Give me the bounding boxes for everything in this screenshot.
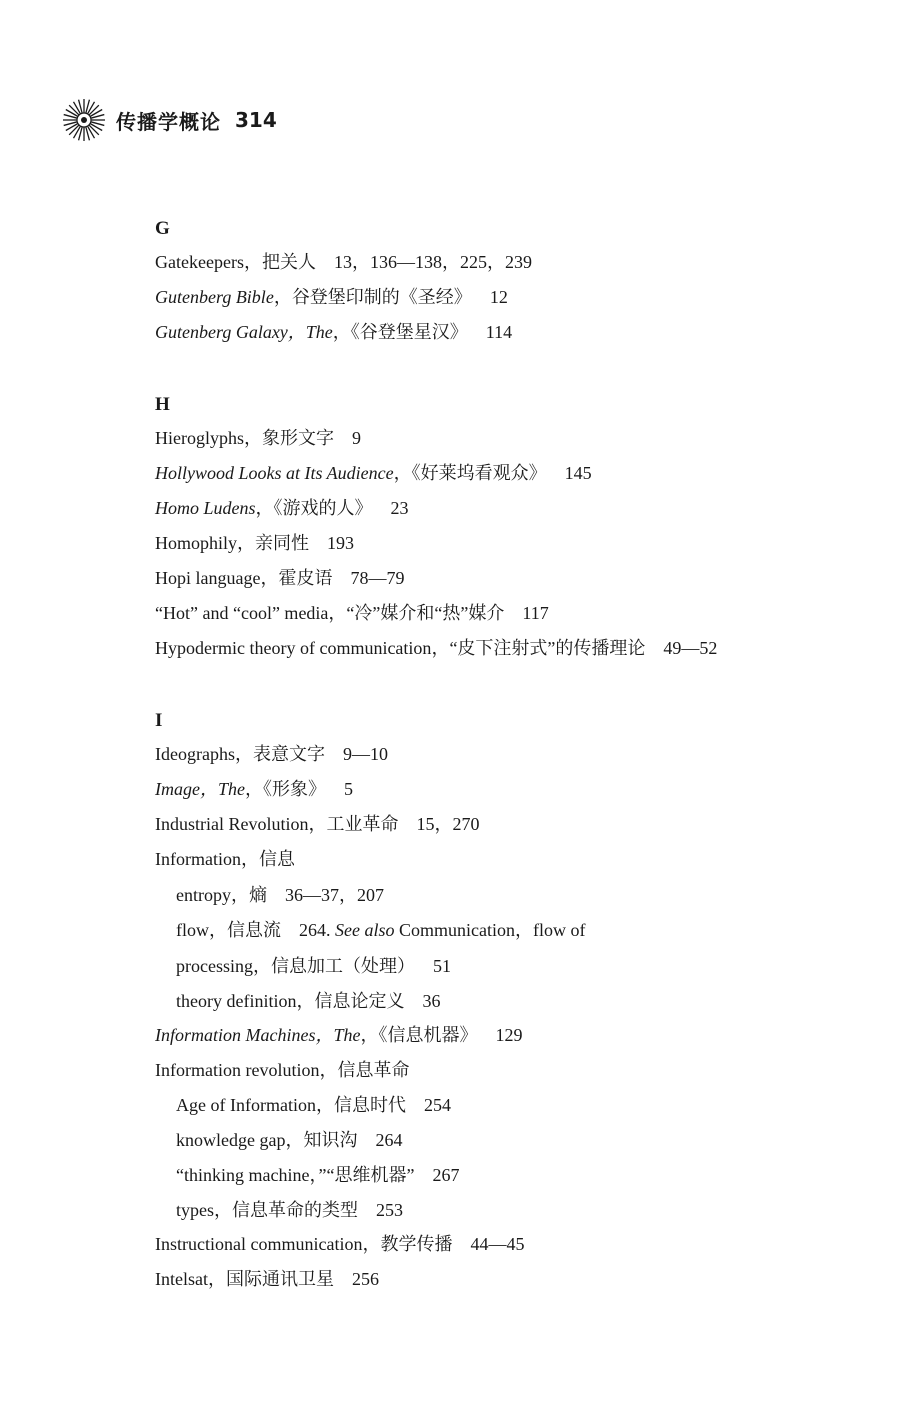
entry-term: Hypodermic theory of communication [155,638,432,658]
index-entry [155,426,361,450]
index-entry [155,1232,524,1256]
entry-pages: 193 [327,533,355,553]
index-subentry [176,989,440,1013]
entry-term: Instructional communication [155,1234,363,1254]
index-entry [155,1023,522,1047]
entry-chinese: “思维机器” [326,1165,415,1185]
entry-chinese: 《游戏的人》 [273,498,373,518]
entry-separator: ， [240,849,259,869]
entry-term: Image，The [155,779,245,799]
section-letter: I [155,710,163,731]
entry-separator: ， [332,322,351,342]
book-title: 传播学概论 [116,109,221,134]
index-entry [155,285,508,309]
entry-pages: 12 [489,287,508,307]
index-entry [155,777,353,801]
entry-chinese: 工业革命 [326,814,399,834]
entry-separator: ， [234,744,253,764]
index-entry [155,1058,409,1082]
entry-term: processing [176,956,253,976]
entry-chinese: 《好莱坞看观众》 [411,463,547,483]
index-entry [155,636,717,660]
entry-term: Gatekeepers [155,252,244,272]
entry-chinese: 信息革命的类型 [232,1200,358,1220]
entry-chinese: 信息革命 [337,1060,410,1080]
entry-term: flow [176,920,209,940]
entry-separator: ， [214,1200,232,1220]
entry-term: Industrial Revolution [155,814,309,834]
entry-pages: 13，136—138，225，239 [333,252,532,272]
entry-chinese: 信息流 [227,920,281,940]
entry-term: Hollywood Looks at Its Audience [155,463,394,483]
entry-term: Ideographs [155,744,235,764]
entry-chinese: 《信息机器》 [378,1025,478,1045]
entry-pages: 23 [390,498,409,518]
index-entry [155,250,532,274]
entry-separator: ， [230,885,249,905]
index-entry [155,812,479,836]
entry-pages: 264 [375,1130,403,1150]
entry-separator: ， [308,814,327,834]
index-entry [155,461,592,485]
entry-term: Intelsat [155,1269,208,1289]
entry-term: entropy [176,885,231,905]
entry-separator: ， [362,1234,381,1254]
index-entry [155,742,388,766]
entry-separator: ， [244,779,263,799]
index-subentry [176,1128,402,1152]
entry-pages: 145 [564,463,592,483]
entry-separator: ， [207,1269,226,1289]
see-also-target: Communication，flow of [398,920,586,940]
entry-term: types [176,1200,214,1220]
index-entry [155,1267,379,1291]
entry-pages: 267 [432,1165,460,1185]
entry-pages: 5 [343,779,353,799]
entry-term: Homo Ludens [155,498,256,518]
entry-chinese: 《谷登堡星汉》 [350,322,468,342]
entry-separator: ， [296,991,315,1011]
section-letter: H [155,394,170,415]
entry-pages: 253 [376,1200,403,1220]
entry-pages: 129 [495,1025,523,1045]
entry-pages: 256 [351,1269,379,1289]
entry-chinese: 信息时代 [333,1095,406,1115]
entry-separator: ， [393,463,412,483]
entry-pages: 264. [299,920,331,940]
entry-pages: 78—79 [350,568,405,588]
entry-separator: ， [243,252,262,272]
index-entry [155,320,512,344]
entry-separator: ， [315,1095,334,1115]
entry-term: Information Machines，The [155,1025,361,1045]
entry-separator: ， [273,287,292,307]
chrysanthemum-emblem-icon [62,98,106,142]
entry-chinese: 信息加工（处理） [270,956,415,976]
index-subentry [176,883,384,907]
index-subentry [176,918,585,942]
entry-pages: 36—37，207 [284,885,384,905]
index-entry [155,847,295,871]
entry-term: knowledge gap [176,1130,286,1150]
entry-separator: ， [244,428,262,448]
entry-term: theory definition [176,991,297,1011]
entry-separator: ， [285,1130,304,1150]
entry-separator: ， [237,533,256,553]
entry-separator: ， [209,920,227,940]
index-entry [155,496,409,520]
entry-chinese: “皮下注射式”的传播理论 [449,638,646,658]
entry-chinese: 谷登堡印制的《圣经》 [291,287,472,307]
entry-chinese: 信息 [258,849,295,869]
entry-term: Information revolution [155,1060,320,1080]
entry-pages: 36 [422,991,441,1011]
entry-separator: ， [431,638,450,658]
section-letter: G [155,218,170,239]
index-entry [155,601,549,625]
entry-separator: ， [360,1025,379,1045]
entry-chinese: 霍皮语 [278,568,333,588]
entry-chinese: 国际通讯卫星 [225,1269,334,1289]
entry-separator: ， [252,956,271,976]
entry-separator: ， [328,603,347,623]
entry-separator: ， [255,498,274,518]
entry-chinese: 《形象》 [262,779,326,799]
entry-pages: 114 [485,322,513,342]
entry-pages: 49—52 [663,638,718,658]
entry-chinese: “冷”媒介和“热”媒介 [346,603,505,623]
entry-term: Information [155,849,241,869]
entry-term: “Hot” and “cool” media [155,603,329,623]
entry-pages: 44—45 [470,1234,525,1254]
entry-term: Hieroglyphs [155,428,244,448]
entry-pages: 15，270 [416,814,480,834]
entry-chinese: 表意文字 [252,744,325,764]
entry-term: Gutenberg Galaxy，The [155,322,333,342]
see-also-label: See also [335,920,395,940]
entry-term: Hopi language [155,568,261,588]
entry-pages: 9 [352,428,361,448]
page-number: 314 [235,108,277,132]
entry-separator: ， [260,568,279,588]
entry-term: “thinking machine，” [176,1165,327,1185]
entry-term: Gutenberg Bible [155,287,274,307]
entry-chinese: 教学传播 [380,1234,453,1254]
entry-chinese: 象形文字 [262,428,334,448]
entry-pages: 254 [423,1095,451,1115]
entry-separator: ， [319,1060,338,1080]
index-entry [155,531,354,555]
index-entry [155,566,404,590]
entry-pages: 9—10 [342,744,388,764]
index-subentry [176,1093,451,1117]
index-subentry [176,954,451,978]
entry-pages: 51 [432,956,451,976]
entry-chinese: 熵 [248,885,267,905]
entry-pages: 117 [522,603,549,623]
entry-chinese: 亲同性 [255,533,310,553]
index-subentry [176,1163,459,1187]
entry-chinese: 知识沟 [303,1130,358,1150]
entry-chinese: 信息论定义 [314,991,405,1011]
entry-term: Age of Information [176,1095,316,1115]
page-header [62,98,277,142]
entry-term: Homophily [155,533,238,553]
entry-chinese: 把关人 [261,252,316,272]
index-subentry [176,1198,403,1222]
